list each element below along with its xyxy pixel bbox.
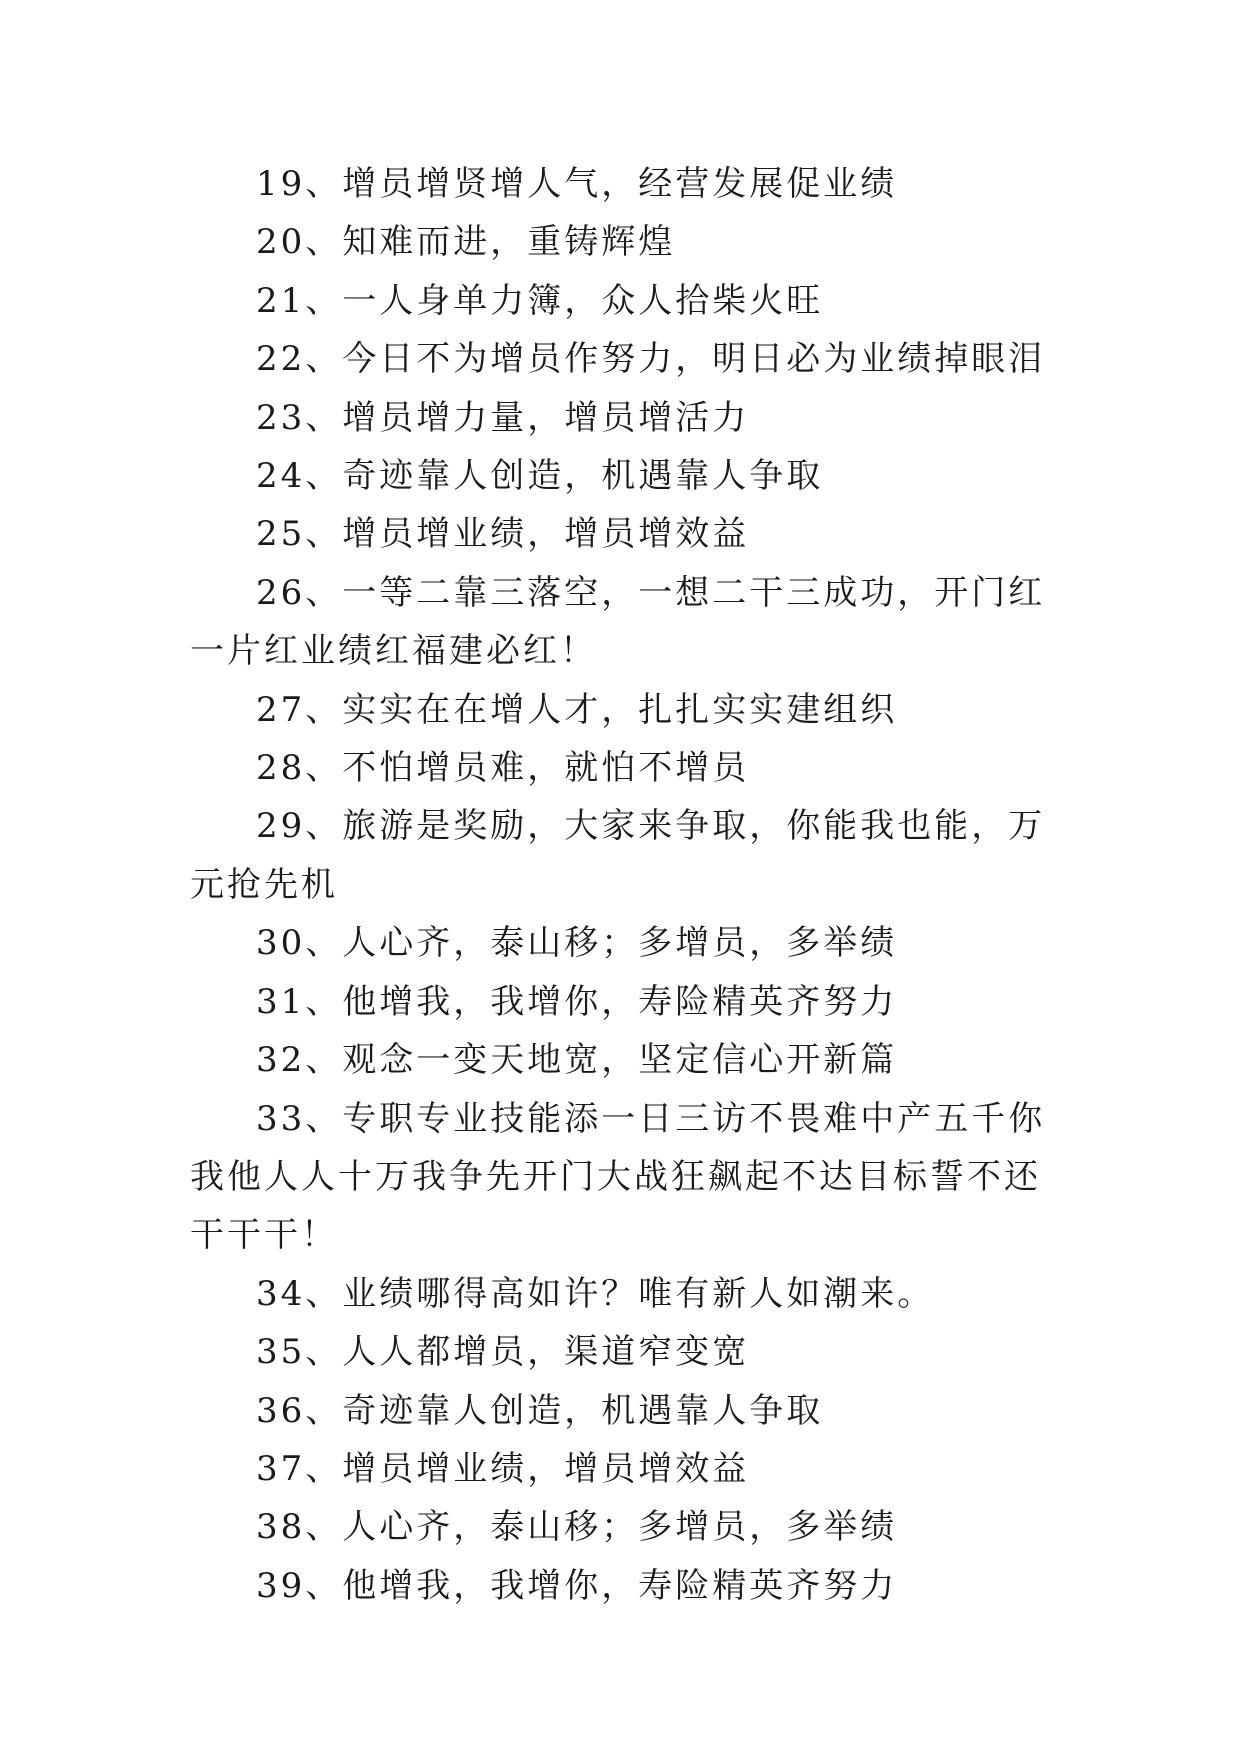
slogan-paragraph: 37、增员增业绩，增员增效益	[256, 1448, 750, 1489]
slogan-paragraph: 19、增员增贤增人气，经营发展促业绩	[256, 164, 898, 204]
document-body	[190, 155, 1050, 1615]
slogan-paragraph: 24、奇迹靠人创造，机遇靠人争取	[256, 456, 824, 497]
slogan-paragraph: 32、观念一变天地宽，坚定信心开新篇	[256, 1040, 898, 1081]
slogan-paragraph: 36、奇迹靠人创造，机遇靠人争取	[256, 1390, 824, 1431]
slogan-paragraph: 34、业绩哪得高如许？唯有新人如潮来。	[256, 1273, 935, 1314]
slogan-paragraph: 21、一人身单力簿，众人拾柴火旺	[256, 280, 824, 321]
slogan-paragraph: 28、不怕增员难，就怕不增员	[256, 748, 750, 789]
slogan-paragraph: 39、他增我，我增你，寿险精英齐努力	[256, 1565, 898, 1606]
slogan-paragraph: 27、实实在在增人才，扎扎实实建组织	[256, 689, 898, 730]
slogan-paragraph: 23、增员增力量，增员增活力	[256, 397, 750, 438]
slogan-paragraph: 35、人人都增员，渠道窄变宽	[256, 1332, 750, 1373]
slogan-paragraph: 29、旅游是奖励，大家来争取，你能我也能，万元抢先机	[190, 806, 1046, 905]
slogan-paragraph: 22、今日不为增员作努力，明日必为业绩掉眼泪	[256, 339, 1046, 380]
slogan-paragraph: 31、他增我，我增你，寿险精英齐努力	[256, 981, 898, 1022]
slogan-paragraph: 30、人心齐，泰山移；多增员，多举绩	[256, 923, 898, 964]
slogan-paragraph: 38、人心齐，泰山移；多增员，多举绩	[256, 1507, 898, 1548]
slogan-paragraph: 20、知难而进，重铸辉煌	[256, 222, 676, 263]
slogan-paragraph: 25、增员增业绩，增员增效益	[256, 514, 750, 555]
slogan-paragraph: 26、一等二靠三落空，一想二干三成功，开门红一片红业绩红福建必红！	[190, 572, 1046, 672]
slogan-paragraph: 33、专职专业技能添一日三访不畏难中产五千你我他人人十万我争先开门大战狂飙起不达目标誓不还干干干！	[190, 1098, 1046, 1256]
